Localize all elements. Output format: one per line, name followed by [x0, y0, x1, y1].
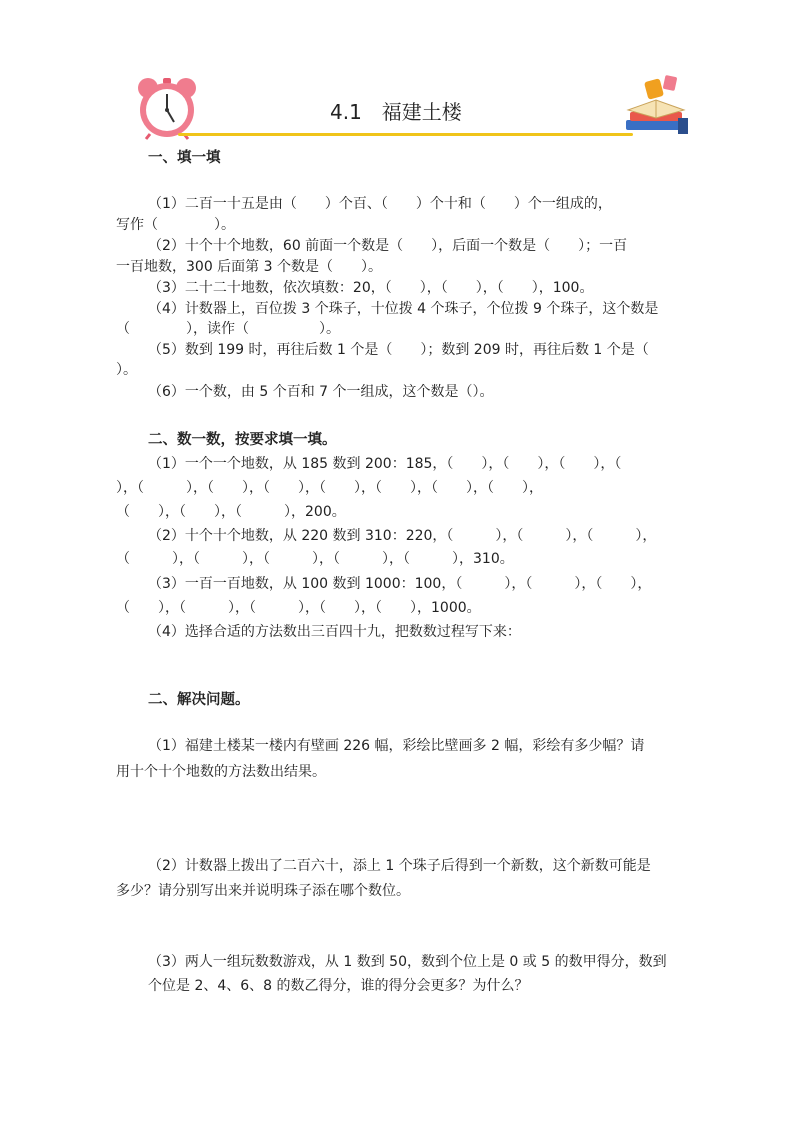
alarm-clock-icon [134, 76, 200, 140]
page-title: 4.1 福建土楼 [330, 100, 462, 124]
question-line: （ ），（ ），（ ），200。 [116, 504, 346, 520]
question-line: 写作（ ）。 [116, 217, 235, 233]
question-line: （3）二十二十地数，依次填数：20，（ ），（ ），（ ），100。 [148, 280, 594, 296]
question-line: 一百地数，300 后面第 3 个数是（ ）。 [116, 259, 382, 275]
problem-line: 个位是 2、4、6、8 的数乙得分，谁的得分会更多？为什么？ [148, 978, 529, 994]
title-underline [178, 133, 633, 136]
question-line: （2）十个十个地数，从 220 数到 310：220，（ ），（ ），（ ）， [148, 528, 657, 544]
section-heading-problems: 二、解决问题。 [148, 692, 250, 708]
question-line: （1）一个一个地数，从 185 数到 200：185，（ ），（ ），（ ），（ [148, 456, 622, 472]
question-line: （ ），读作（ ）。 [116, 321, 340, 337]
question-line: ）。 [116, 362, 137, 378]
problem-line: 多少？请分别写出来并说明珠子添在哪个数位。 [116, 883, 410, 899]
question-line: （ ），（ ），（ ），（ ），（ ），310。 [116, 551, 514, 567]
question-line: （4）选择合适的方法数出三百四十九，把数数过程写下来： [148, 624, 521, 640]
question-line: （2）十个十个地数，60 前面一个数是（ ），后面一个数是（ ）；一百 [148, 238, 628, 254]
question-line: （1）二百一十五是由（ ）个百、（ ）个十和（ ）个一组成的， [148, 196, 612, 212]
section-heading-fill-in: 一、填一填 [148, 150, 221, 166]
problem-line: （1）福建土楼某一楼内有壁画 226 幅，彩绘比壁画多 2 幅，彩绘有多少幅？请 [148, 738, 645, 754]
problem-line: （2）计数器上拨出了二百六十，添上 1 个珠子后得到一个新数，这个新数可能是 [148, 858, 651, 874]
books-icon [620, 72, 692, 138]
question-line: ），（ ），（ ），（ ），（ ），（ ），（ ），（ ）， [116, 480, 543, 496]
problem-line: 用十个十个地数的方法数出结果。 [116, 764, 326, 780]
problem-line: （3）两人一组玩数数游戏，从 1 数到 50，数到个位上是 0 或 5 的数甲得分，数到 [148, 954, 667, 970]
question-line: （4）计数器上，百位拨 3 个珠子，十位拨 4 个珠子，个位拨 9 个珠子，这个数是 [148, 301, 659, 317]
question-line: （6）一个数，由 5 个百和 7 个一组成，这个数是（）。 [148, 384, 494, 400]
section-heading-count: 二、数一数，按要求填一填。 [148, 432, 337, 448]
question-line: （ ），（ ），（ ），（ ），（ ），1000。 [116, 600, 481, 616]
question-line: （3）一百一百地数，从 100 数到 1000：100，（ ），（ ），（ ）， [148, 576, 652, 592]
question-line: （5）数到 199 时，再往后数 1 个是（ ）；数到 209 时，再往后数 1 个是（ [148, 342, 649, 358]
